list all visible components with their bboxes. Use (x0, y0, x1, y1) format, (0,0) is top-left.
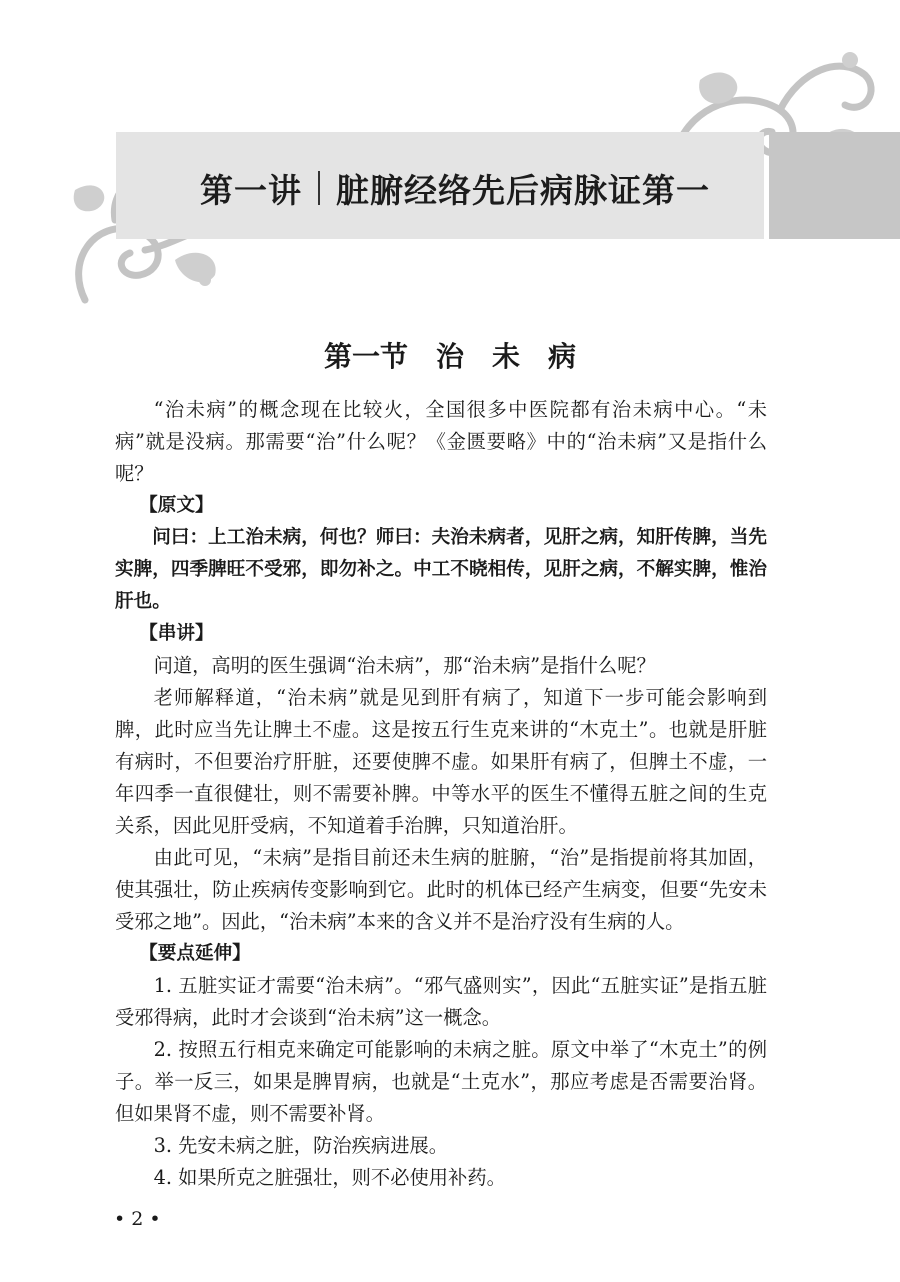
page-number: • 2 • (114, 1208, 161, 1230)
explanation-heading: 【串讲】 (139, 623, 214, 644)
key-point-3: 3. 先安未病之脏，防治疾病进展。 (153, 1134, 449, 1157)
key-point-4: 4. 如果所克之脏强壮，则不必使用补药。 (153, 1166, 506, 1189)
chapter-number: 第一讲 (200, 170, 302, 210)
chapter-title-separator (318, 171, 320, 205)
chapter-header-tab (769, 132, 900, 239)
section-title: 第一节 治 未 病 (323, 340, 576, 373)
chapter-name: 脏腑经络先后病脉证第一 (336, 170, 710, 210)
key-point-2: 2. 按照五行相克来确定可能影响的未病之脏。原文中举了“木克土”的例子。举一反三，如果是脾胃病，也就是“土克水”，那应考虑是否需要治肾。但如果肾不虚，则不需要补肾。 (115, 1038, 767, 1125)
explanation-paragraph-2: 老师解释道，“治未病”就是见到肝有病了，知道下一步可能会影响到脾，此时应当先让脾土不虚。这是按五行生克来讲的“木克土”。也就是肝脏有病时，不但要治疗肝脏，还要使脾不虚。如果肝有病了，但脾土不虚，一年四季一直很健壮，则不需要补脾。中等水平的医生不懂得五脏之间的生克关系，因此见肝受病，不知道着手治脾，只知道治肝。 (115, 686, 767, 837)
original-text-heading: 【原文】 (139, 495, 214, 516)
explanation-paragraph-3: 由此可见，“未病”是指目前还未生病的脏腑，“治”是指提前将其加固，使其强壮，防止疾病传变影响到它。此时的机体已经产生病变，但要“先安未受邪之地”。因此，“治未病”本来的含义并不是治疗没有生病的人。 (115, 846, 767, 933)
body-text (115, 394, 767, 1194)
original-text-paragraph: 问曰：上工治未病，何也？师曰：夫治未病者，见肝之病，知肝传脾，当先实脾，四季脾旺不受邪，即勿补之。中工不晓相传，见肝之病，不解实脾，惟治肝也。 (115, 527, 767, 612)
key-points-heading: 【要点延伸】 (139, 943, 251, 964)
key-point-1: 1. 五脏实证才需要“治未病”。“邪气盛则实”，因此“五脏实证”是指五脏受邪得病，此时才会谈到“治未病”这一概念。 (115, 974, 767, 1029)
chapter-title (200, 164, 710, 212)
explanation-paragraph-1: 问道，高明的医生强调“治未病”，那“治未病”是指什么呢？ (153, 654, 656, 677)
intro-paragraph: “治未病”的概念现在比较火，全国很多中医院都有治未病中心。“未病”就是没病。那需要“治”什么呢？《金匮要略》中的“治未病”又是指什么呢？ (115, 398, 767, 485)
